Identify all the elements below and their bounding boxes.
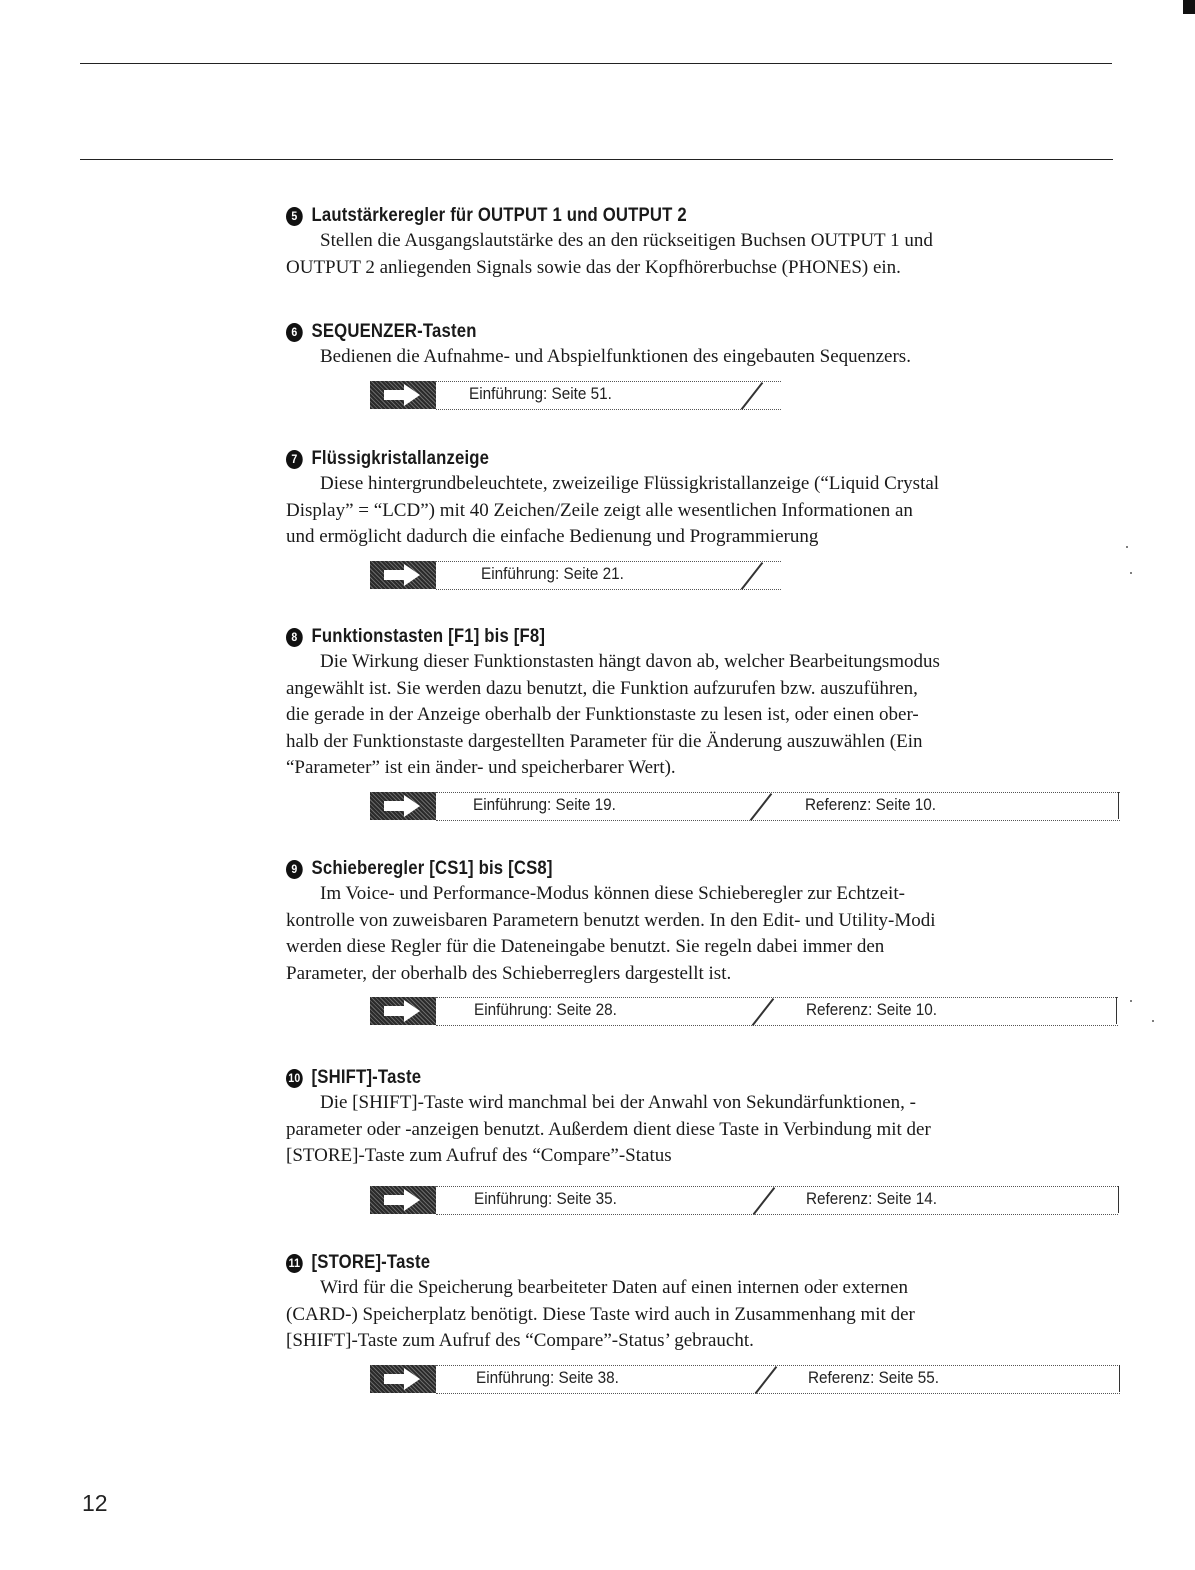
number-badge-icon: 7 — [286, 450, 303, 469]
arrow-pointer-icon — [370, 561, 436, 589]
section-7 — [286, 448, 1121, 591]
arrow-pointer-icon — [370, 792, 436, 820]
number-badge-icon: 9 — [286, 860, 303, 879]
intro-reference: Einführung: Seite 19. — [473, 794, 616, 814]
body-line: und ermöglicht dadurch die einfache Bedienung und Programmierung — [286, 526, 819, 547]
section-title: [SHIFT]-Taste — [311, 1067, 422, 1088]
intro-reference: Einführung: Seite 21. — [481, 563, 624, 583]
section-body — [286, 344, 1121, 371]
number-badge-icon: 6 — [286, 323, 303, 342]
section-10 — [286, 1067, 1121, 1216]
cross-reference — [370, 379, 1121, 411]
reference-box-end — [1116, 997, 1117, 1024]
manual-reference: Referenz: Seite 55. — [808, 1367, 939, 1387]
number-badge-icon: 10 — [286, 1069, 303, 1088]
intro-reference: Einführung: Seite 35. — [474, 1188, 617, 1208]
cross-reference — [370, 1363, 1121, 1395]
body-line: “Parameter” ist ein änder- und speicherbarer Wert). — [286, 757, 676, 778]
cross-reference — [370, 995, 1121, 1027]
body-line: Die [SHIFT]-Taste wird manchmal bei der Anwahl von Sekundärfunktionen, - — [320, 1092, 916, 1113]
arrow-pointer-icon — [370, 381, 436, 409]
scan-speck — [1130, 1000, 1132, 1002]
scan-speck — [1152, 1020, 1154, 1022]
body-line: Im Voice- und Performance-Modus können diese Schieberegler zur Echtzeit- — [320, 883, 905, 904]
section-title: Flüssigkristallanzeige — [311, 448, 490, 469]
section-heading — [286, 858, 1021, 880]
section-heading — [286, 1252, 1021, 1274]
section-title: Lautstärkeregler für OUTPUT 1 und OUTPUT 2 — [311, 205, 687, 226]
section-heading — [286, 1067, 1021, 1089]
body-line: Diese hintergrundbeleuchtete, zweizeilige Flüssigkristallanzeige (“Liquid Crystal — [320, 473, 940, 494]
manual-reference: Referenz: Seite 10. — [806, 1000, 937, 1019]
section-body — [286, 1275, 1121, 1355]
section-title: Funktionstasten [F1] bis [F8] — [311, 626, 546, 647]
scan-corner-mark — [1183, 0, 1195, 14]
section-5 — [286, 205, 1121, 281]
section-6 — [286, 321, 1121, 411]
number-badge-icon: 5 — [286, 207, 303, 226]
body-line: halb der Funktionstaste dargestellten Parameter für die Änderung auszuwählen (Ein — [286, 730, 923, 752]
scan-speck — [1126, 546, 1128, 548]
section-heading — [286, 626, 1021, 648]
section-body — [286, 471, 1121, 551]
section-body — [286, 1090, 1121, 1170]
body-line: [SHIFT]-Taste zum Aufruf des “Compare”-Status’ gebraucht. — [286, 1330, 754, 1351]
body-line: Die Wirkung dieser Funktionstasten hängt davon ab, welcher Bearbeitungsmodus — [320, 651, 940, 672]
section-heading — [286, 448, 1021, 470]
cross-reference — [370, 790, 1121, 822]
intro-reference: Einführung: Seite 51. — [469, 383, 612, 403]
number-badge-icon: 8 — [286, 628, 303, 647]
cross-reference — [370, 1184, 1121, 1216]
section-heading — [286, 205, 1021, 227]
arrow-pointer-icon — [370, 1365, 436, 1393]
section-body — [286, 881, 1121, 987]
arrow-pointer-icon — [370, 1186, 436, 1214]
body-line: kontrolle von zuweisbaren Parametern benutzt werden. In den Edit- und Utility-Modi — [286, 909, 936, 931]
section-11 — [286, 1252, 1121, 1395]
intro-reference: Einführung: Seite 38. — [476, 1367, 619, 1387]
page-number: 12 — [82, 1490, 108, 1516]
body-line: Parameter, der oberhalb des Schieberreglers dargestellt ist. — [286, 962, 732, 984]
body-line: angewählt ist. Sie werden dazu benutzt, die Funktion aufzurufen bzw. auszuführen, — [286, 677, 918, 699]
body-line: Stellen die Ausgangslautstärke des an den rückseitigen Buchsen OUTPUT 1 und — [320, 230, 933, 251]
section-title: SEQUENZER-Tasten — [311, 321, 477, 342]
cross-reference — [370, 559, 1121, 591]
section-9 — [286, 858, 1121, 1027]
body-line: Bedienen die Aufnahme- und Abspielfunktionen des eingebauten Sequenzers. — [320, 346, 911, 367]
section-body — [286, 649, 1121, 782]
top-rule — [80, 63, 1112, 64]
body-line: parameter oder -anzeigen benutzt. Außerdem dient diese Taste in Verbindung mit der — [286, 1118, 931, 1140]
reference-box-end — [1118, 792, 1119, 819]
reference-box-end — [1119, 1365, 1120, 1392]
section-body — [286, 228, 1121, 281]
section-8 — [286, 626, 1121, 822]
number-badge-icon: 11 — [286, 1254, 303, 1273]
manual-reference: Referenz: Seite 14. — [806, 1188, 937, 1208]
arrow-pointer-icon — [370, 997, 436, 1025]
intro-reference: Einführung: Seite 28. — [474, 1000, 617, 1019]
body-line: die gerade in der Anzeige oberhalb der Funktionstaste zu lesen ist, oder einen ober- — [286, 704, 919, 725]
body-line: Wird für die Speicherung bearbeiteter Daten auf einen internen oder externen — [320, 1277, 908, 1298]
header-rule — [80, 159, 1113, 160]
reference-box-end — [1118, 1186, 1119, 1213]
section-title: [STORE]-Taste — [311, 1252, 431, 1273]
scan-speck — [1130, 572, 1132, 574]
body-line: OUTPUT 2 anliegenden Signals sowie das der Kopfhörerbuchse (PHONES) ein. — [286, 256, 901, 278]
body-line: [STORE]-Taste zum Aufruf des “Compare”-Status — [286, 1145, 672, 1166]
section-title: Schieberegler [CS1] bis [CS8] — [311, 858, 553, 879]
body-line: Display” = “LCD”) mit 40 Zeichen/Zeile zeigt alle wesentlichen Informationen an — [286, 499, 913, 521]
manual-reference: Referenz: Seite 10. — [805, 794, 936, 814]
section-heading — [286, 321, 1021, 343]
body-line: (CARD-) Speicherplatz benötigt. Diese Taste wird auch in Zusammenhang mit der — [286, 1303, 915, 1325]
body-line: werden diese Regler für die Dateneingabe benutzt. Sie regeln dabei immer den — [286, 936, 885, 957]
